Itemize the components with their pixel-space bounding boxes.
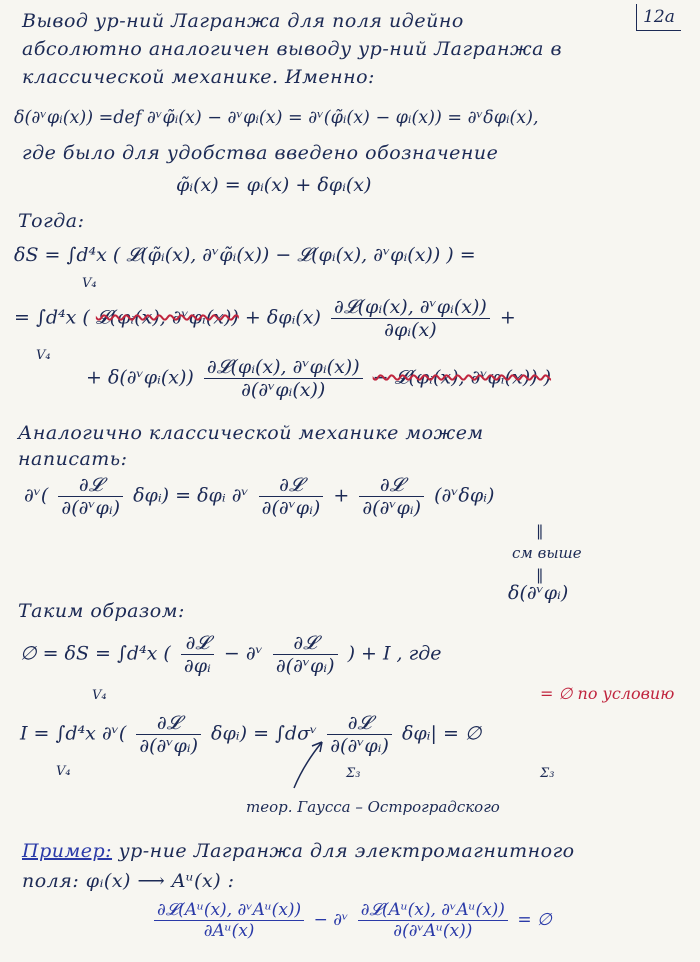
fraction-analog-2-den: ∂(∂ᵛφᵢ) xyxy=(261,497,321,519)
fraction-zero-1 xyxy=(181,632,214,677)
fraction-analog-1 xyxy=(58,474,123,519)
crossed-term-1: 𝓛(φᵢ(x), ∂ᵛφᵢ(x)) xyxy=(95,306,239,329)
fraction-I-1 xyxy=(136,712,201,757)
example-line xyxy=(22,840,575,862)
see-above-bar-1: ‖ xyxy=(536,522,544,540)
intro-line-3: классической механике. Именно: xyxy=(22,66,375,88)
fraction-zero-1-den: ∂φᵢ xyxy=(183,655,211,677)
equation-I xyxy=(20,712,481,757)
eq-ds2-b: + δφᵢ(x) xyxy=(244,306,321,329)
example-text: ур-ние Лагранжа для электромагнитного xyxy=(118,840,575,862)
fraction-ds2-den: ∂φᵢ(x) xyxy=(384,319,437,341)
fraction-final-1-den: ∂Aᵘ(x) xyxy=(203,921,255,941)
fraction-analog-3-num: ∂𝓛 xyxy=(359,474,424,497)
fraction-zero-1-num: ∂𝓛 xyxy=(181,632,214,655)
fraction-zero-2-num: ∂𝓛 xyxy=(273,632,338,655)
fraction-analog-1-num: ∂𝓛 xyxy=(58,474,123,497)
fraction-I-2-num: ∂𝓛 xyxy=(327,712,392,735)
fraction-zero-2 xyxy=(273,632,338,677)
eq-I-e: = ∅ xyxy=(442,722,482,745)
eq-analog-a: ∂ᵛ( xyxy=(24,484,49,507)
volume-label-3: V₄ xyxy=(92,688,107,703)
eq-ds2-a: = ∫d⁴x ( xyxy=(14,306,90,329)
equation-phi-tilde: φ̃ᵢ(x) = φᵢ(x) + δφᵢ(x) xyxy=(176,174,372,196)
eq-zero-a: ∅ = δS = ∫d⁴x ( xyxy=(20,642,171,665)
eq-analog-c: + xyxy=(333,484,350,507)
fraction-final-2-den: ∂(∂ᵛAᵘ(x)) xyxy=(393,921,473,941)
sigma-label-1: Σ₃ xyxy=(346,766,361,781)
red-condition-note: = ∅ по условию xyxy=(540,684,675,703)
gauss-note: теор. Гаусса – Остроградского xyxy=(246,798,500,816)
equation-final xyxy=(150,900,552,941)
eq-I-a: I = ∫d⁴x ∂ᵛ( xyxy=(20,722,127,745)
fraction-ds2-num: ∂𝓛(φᵢ(x), ∂ᵛφᵢ(x)) xyxy=(331,296,490,319)
fraction-ds3 xyxy=(204,356,363,401)
where-text: где было для удобства введено обозначение xyxy=(22,142,499,164)
crossed-term-2: − 𝓛(φᵢ(x), ∂ᵛφᵢ(x)) ) xyxy=(372,366,552,389)
fraction-analog-1-den: ∂(∂ᵛφᵢ) xyxy=(61,497,121,519)
intro-line-2: абсолютно аналогичен выводу ур-ний Лагранжа в xyxy=(22,38,563,60)
eq-I-d: δφᵢ| xyxy=(401,722,437,745)
eq-ds2-c: + xyxy=(499,306,516,329)
fraction-final-2-num: ∂𝓛(Aᵘ(x), ∂ᵛAᵘ(x)) xyxy=(358,900,508,921)
intro-line-1: Вывод ур-ний Лагранжа для поля идейно xyxy=(22,10,464,32)
eq-I-b: δφᵢ) = xyxy=(211,722,269,745)
fraction-final-1-num: ∂𝓛(Aᵘ(x), ∂ᵛAᵘ(x)) xyxy=(154,900,304,921)
eq-I-c: ∫dσᵛ xyxy=(275,722,318,745)
equation-delta-S-2 xyxy=(14,296,516,341)
volume-label-1: V₄ xyxy=(82,276,97,291)
analog-line-1: Аналогично классической механике можем xyxy=(18,422,484,444)
fraction-I-2 xyxy=(327,712,392,757)
eq-ds3-a: + δ(∂ᵛφᵢ(x)) xyxy=(86,366,194,389)
fraction-I-1-num: ∂𝓛 xyxy=(136,712,201,735)
equation-delta-definition: δ(∂ᵛφᵢ(x)) =def ∂ᵛφ̃ᵢ(x) − ∂ᵛφᵢ(x) = ∂ᵛ(φ̃ᵢ(x) − φᵢ(x)) = ∂ᵛδφᵢ(x), xyxy=(14,108,539,128)
equation-zero xyxy=(20,632,442,677)
fraction-ds3-den: ∂(∂ᵛφᵢ(x)) xyxy=(241,379,326,401)
eq-zero-c: ) + I , где xyxy=(347,642,442,665)
then-label: Тогда: xyxy=(18,210,85,232)
volume-label-4: V₄ xyxy=(56,764,71,779)
fraction-zero-2-den: ∂(∂ᵛφᵢ) xyxy=(275,655,335,677)
fraction-analog-2 xyxy=(259,474,324,519)
sigma-label-2: Σ₃ xyxy=(540,766,555,781)
fraction-I-2-den: ∂(∂ᵛφᵢ) xyxy=(330,735,389,757)
eq-zero-b: − ∂ᵛ xyxy=(223,642,263,665)
see-above-expression: δ(∂ᵛφᵢ) xyxy=(508,582,569,604)
fraction-ds2 xyxy=(331,296,490,341)
equation-analog xyxy=(24,474,494,519)
see-above-text: см выше xyxy=(512,544,582,562)
fraction-analog-2-num: ∂𝓛 xyxy=(259,474,324,497)
eq-analog-b: δφᵢ) = δφᵢ ∂ᵛ xyxy=(133,484,249,507)
fraction-analog-3 xyxy=(359,474,424,519)
equation-delta-S-3 xyxy=(86,356,551,401)
thus-label: Таким образом: xyxy=(18,600,185,622)
example-label: Пример: xyxy=(22,840,113,862)
fraction-ds3-num: ∂𝓛(φᵢ(x), ∂ᵛφᵢ(x)) xyxy=(204,356,363,379)
page-number: 12a xyxy=(636,4,681,31)
final-end: = ∅ xyxy=(517,910,552,930)
fraction-final-1 xyxy=(154,900,304,941)
fraction-final-2 xyxy=(358,900,508,941)
volume-label-2: V₄ xyxy=(36,348,51,363)
equation-delta-S-1: δS = ∫d⁴x ( 𝓛(φ̃ᵢ(x), ∂ᵛφ̃ᵢ(x)) − 𝓛(φᵢ(x), ∂ᵛφᵢ(x)) ) = xyxy=(14,244,476,266)
fraction-I-1-den: ∂(∂ᵛφᵢ) xyxy=(139,735,198,757)
field-line: поля: φᵢ(x) ⟶ Aᵘ(x) : xyxy=(22,870,235,892)
gauss-arrow-icon xyxy=(290,736,330,792)
eq-analog-d: (∂ᵛδφᵢ) xyxy=(434,484,495,507)
final-mid: − ∂ᵛ xyxy=(313,910,349,930)
fraction-analog-3-den: ∂(∂ᵛφᵢ) xyxy=(362,497,422,519)
analog-line-2: написать: xyxy=(18,448,128,470)
see-above-bar-2: ‖ xyxy=(536,566,544,584)
